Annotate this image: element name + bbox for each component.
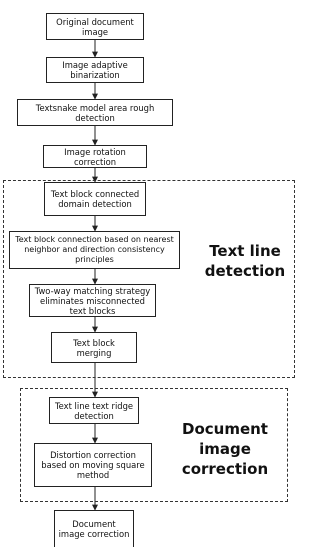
block-merging-box: Text block merging: [51, 332, 137, 363]
original-image-box: Original document image: [46, 13, 144, 40]
binarization-box: Image adaptive binarization: [46, 57, 144, 83]
rotation-box: Image rotation correction: [43, 145, 147, 168]
text-block-domain-box: Text block connected domain detection: [44, 182, 146, 216]
distortion-correction-box: Distortion correction based on moving square method: [34, 443, 152, 487]
block-connection-box: Text block connection based on nearest neighbor and direction consistency principles: [9, 231, 180, 269]
final-correction-box: Document image correction: [54, 510, 134, 547]
textsnake-box: Textsnake model area rough detection: [17, 99, 173, 126]
document-image-correction-label: Document image correction: [181, 420, 269, 478]
text-line-detection-label: Text line detection: [204, 242, 286, 280]
ridge-detection-box: Text line text ridge detection: [49, 397, 139, 424]
two-way-matching-box: Two-way matching strategy eliminates misconnected text blocks: [29, 284, 156, 317]
